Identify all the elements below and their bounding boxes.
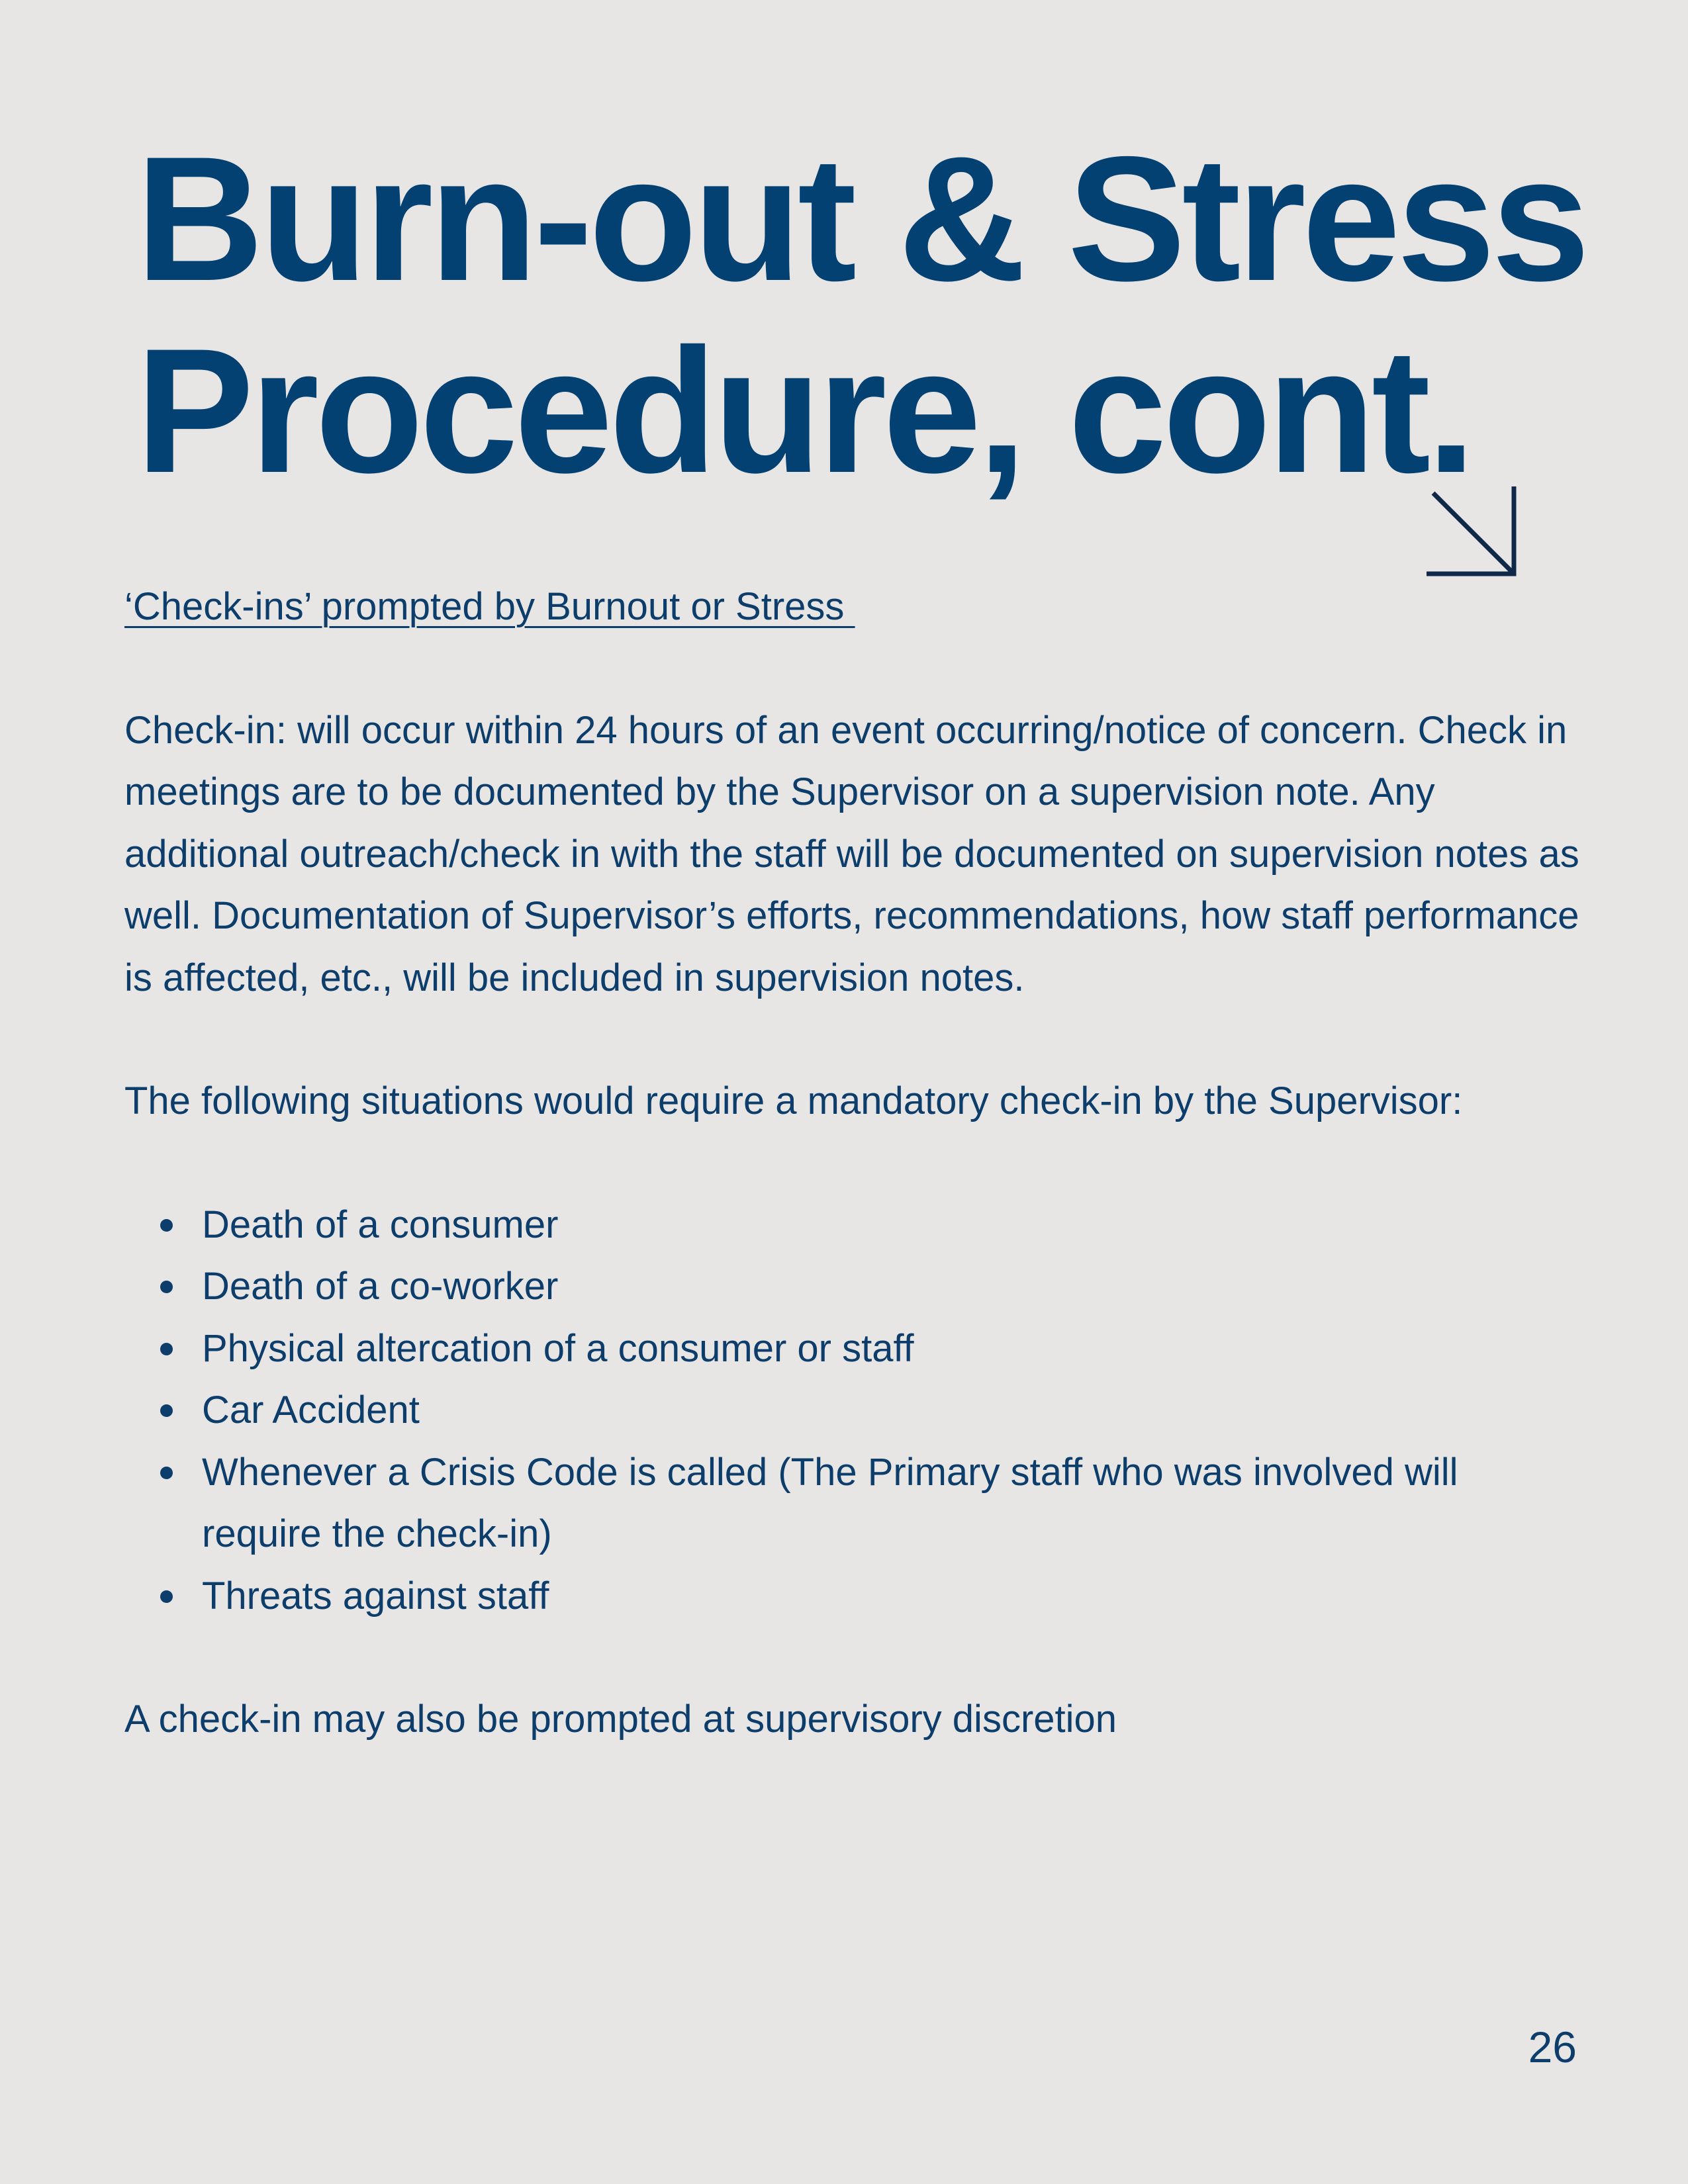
title-line-1: Burn-out & Stress	[136, 119, 1587, 318]
list-item: Whenever a Crisis Code is called (The Primary staff who was involved will require the check-in)	[202, 1441, 1552, 1565]
situations-list	[124, 1194, 1581, 1627]
title-line-2: Procedure, cont.	[136, 311, 1472, 510]
list-item: Death of a consumer	[202, 1194, 1552, 1256]
list-item: Physical altercation of a consumer or staff	[202, 1318, 1552, 1380]
list-item: Death of a co-worker	[202, 1255, 1552, 1318]
closing-note: A check-in may also be prompted at supervisory discretion	[124, 1698, 1117, 1741]
arrow-down-right-icon	[1427, 486, 1519, 579]
page-number: 26	[1528, 2023, 1577, 2071]
section-heading: ‘Check-ins’ prompted by Burnout or Stress	[124, 585, 855, 628]
check-in-description: Check-in: will occur within 24 hours of an event occurring/notice of concern. Check in meetings are to be documented by the Supervisor on a supervision note. Any additional outreach/check in with the staff will be documented on supervision notes as well. Documentation of Supervisor’s efforts, recommendations, how staff performance is affected, etc., will be included in supervision notes.	[124, 708, 1579, 999]
mandatory-check-in-intro: The following situations would require a mandatory check-in by the Supervisor:	[124, 1079, 1463, 1122]
list-item: Threats against staff	[202, 1565, 1552, 1627]
page-title	[136, 119, 1587, 510]
main-content	[124, 576, 1581, 1751]
list-item: Car Accident	[202, 1379, 1552, 1441]
